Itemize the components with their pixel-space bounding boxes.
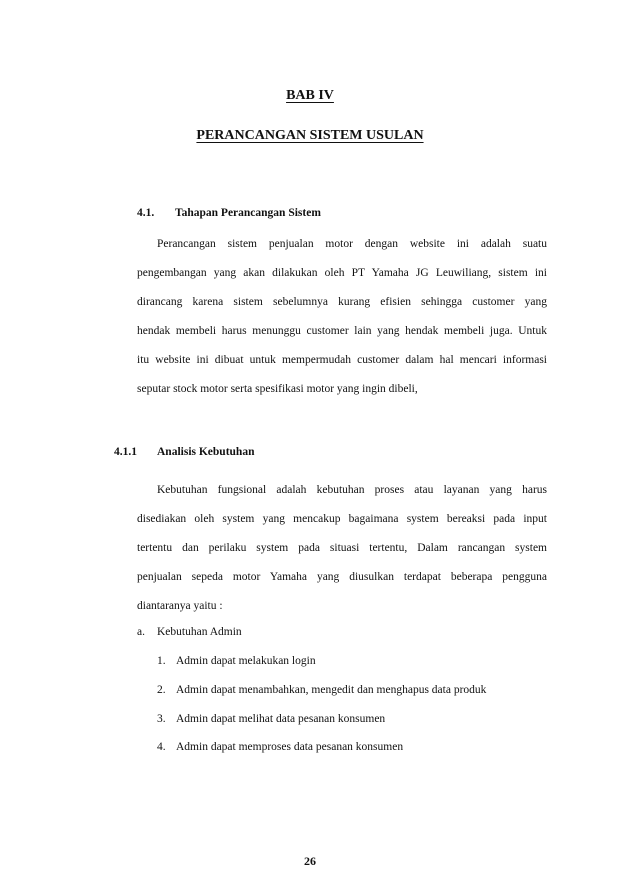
- list-item-number: 1.: [157, 655, 166, 667]
- section-4-1-paragraph: [137, 230, 547, 404]
- section-4-1-1-number: 4.1.1: [114, 446, 137, 458]
- list-item: Admin dapat memproses data pesanan konsumen: [176, 741, 404, 753]
- list-item: Admin dapat menambahkan, mengedit dan menghapus data produk: [176, 684, 487, 696]
- paragraph-line: seputar stock motor serta spesifikasi motor yang ingin dibeli,: [137, 383, 418, 395]
- page-number: 26: [304, 854, 316, 868]
- paragraph-line: itu website ini dibuat untuk mempermudah customer dalam hal mencari informasi: [137, 354, 547, 366]
- paragraph-line: diantaranya yaitu :: [137, 600, 223, 612]
- paragraph-line: Kebutuhan fungsional adalah kebutuhan proses atau layanan yang harus: [157, 484, 547, 496]
- paragraph-line: pengembangan yang akan dilakukan oleh PT Yamaha JG Leuwiliang, sistem ini: [137, 267, 547, 279]
- paragraph-line: hendak membeli harus menunggu customer lain yang hendak membeli juga. Untuk: [137, 325, 547, 337]
- paragraph-line: penjualan sepeda motor Yamaha yang diusulkan terdapat beberapa pengguna: [137, 571, 547, 583]
- chapter-title: PERANCANGAN SISTEM USULAN: [196, 128, 424, 143]
- paragraph-line: dirancang karena sistem sebelumnya kurang efisien sehingga customer yang: [137, 296, 547, 308]
- list-marker-a: a.: [137, 626, 145, 638]
- paragraph-line: tertentu dan perilaku system pada situasi tertentu, Dalam rancangan system: [137, 542, 547, 554]
- list-item: Admin dapat melakukan login: [176, 655, 316, 667]
- paragraph-line: disediakan oleh system yang mencakup bagaimana system bereaksi pada input: [137, 513, 547, 525]
- list-item-number: 3.: [157, 713, 166, 725]
- section-4-1-number: 4.1.: [137, 207, 155, 219]
- list-item-number: 4.: [157, 741, 166, 753]
- chapter-label: BAB IV: [286, 88, 334, 103]
- section-4-1-title: Tahapan Perancangan Sistem: [175, 207, 321, 219]
- section-4-1-1-title: Analisis Kebutuhan: [157, 446, 255, 458]
- paragraph-line: Perancangan sistem penjualan motor dengan website ini adalah suatu: [157, 238, 547, 250]
- sub-heading-kebutuhan-admin: Kebutuhan Admin: [157, 626, 242, 638]
- list-item-number: 2.: [157, 684, 166, 696]
- list-item: Admin dapat melihat data pesanan konsumen: [176, 713, 386, 725]
- section-4-1-1-paragraph: [137, 476, 547, 621]
